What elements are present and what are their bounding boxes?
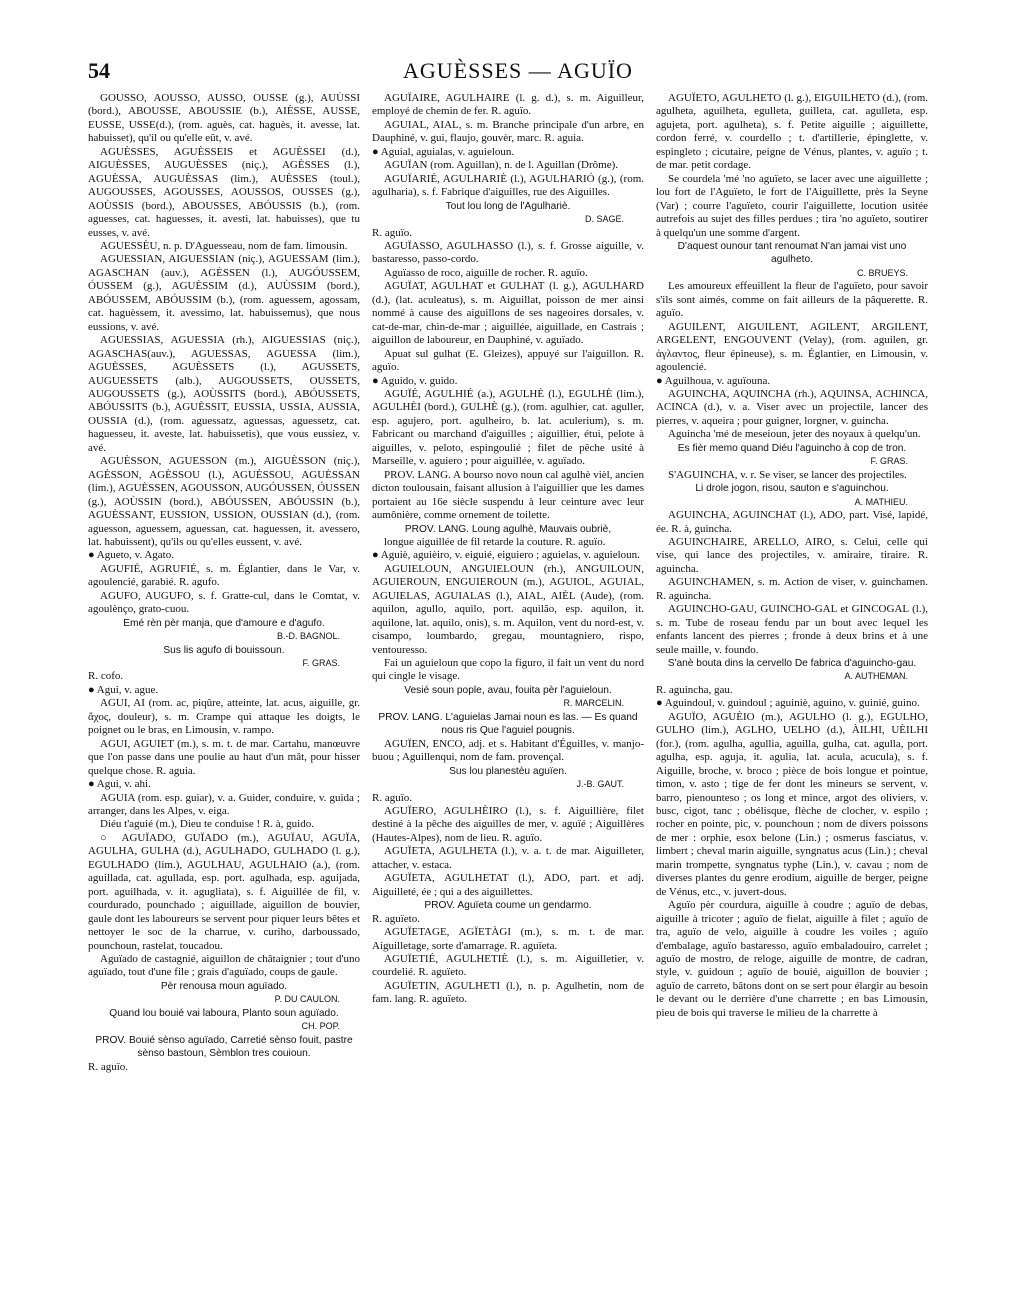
dictionary-entry: ● Agui, v. ague. xyxy=(88,683,159,696)
dictionary-entry: AGUÏETIN, AGULHETI (l.), n. p. Agulhetin, nom de fam. lang. R. aguïeto. xyxy=(372,979,644,1006)
dictionary-entry: AGUIAL, AIAL, s. m. Branche principale d'un arbre, en Dauphiné, v. gui, flaujo, gouvèr, marc. R. aguia. xyxy=(372,118,644,145)
dictionary-entry: AGUÏARIÉ, AGULHARIÈ (l.), AGULHARIÓ (g.), (rom. agulharia), s. f. Fabrique d'aiguilles, rue des Aiguilles. xyxy=(372,172,644,199)
quotation: PROV. Bouié sènso aguïado, Carretié sènso fouit, pastre sènso bastoun, Sèmblon tres couioun. xyxy=(95,1034,353,1060)
dictionary-entry: AGUESSIAS, AGUESSIA (rh.), AIGUESSIAS (niç.), AGASCHAS(auv.), AGUESSAS, AGUESSA (lim.), AGUÈSSES, AGUÈSSETS (l.), AGUSSETS, AUGUESSETS (alb.), AUGOUSSETS, OUSSETS, AUGOUSSETS (g.), AOÙSSITS (bord.), ABÓUSSETS, ABÓUSSITS (b.), AGUÈSSIT, EUSSIA, USSIA, AUSSIA, OUSSIA (d.), (rom. aguessatz, aguessas, aguessetz, cat. haguesseu, it. aveste, lat. habuissetis), que vous eussiez, v. avé. xyxy=(88,334,360,454)
quotation: Tout lou long de l'Agulhariè. xyxy=(445,200,571,212)
dictionary-entry: AGUFO, AUGUFO, s. f. Gratte-cul, dans le Comtat, v. agoulènço, grato-cuou. xyxy=(88,589,360,616)
attribution: J.-B. GAUT. xyxy=(576,779,624,790)
dictionary-entry: longue aiguillée de fil retarde la couture. R. aguïo. xyxy=(384,535,606,548)
attribution: A. AUTHEMAN. xyxy=(844,671,908,682)
dictionary-entry: Apuat sul gulhat (E. Gleizes), appuyé sur l'aiguillon. R. aguïo. xyxy=(372,347,644,374)
column-2 xyxy=(372,92,644,1292)
page-header xyxy=(88,58,948,88)
dictionary-entry: AGUÏASSO, AGULHASSO (l.), s. f. Grosse aiguille, v. bastaresso, passo-cordo. xyxy=(372,239,644,266)
quotation: Sus lis agufo di bouissoun. xyxy=(163,644,285,656)
dictionary-entry: Aguincha 'mé de meseioun, jeter des noyaux à quelqu'un. xyxy=(668,428,921,441)
quotation: Emé rèn pèr manja, que d'amoure e d'agufo. xyxy=(123,617,325,629)
dictionary-entry: AGUÏERO, AGULHÈIRO (l.), s. f. Aiguillière, filet destiné à la pêche des aiguilles de mer, v. aguïé ; Aiguillères (Hautes-Alpes), nom de lieu. R. aguïo. xyxy=(372,805,644,844)
dictionary-entry: S'AGUINCHA, v. r. Se viser, se lancer des projectiles. xyxy=(668,468,907,481)
attribution: R. MARCELIN. xyxy=(563,698,624,709)
quotation: Quand lou bouié vai laboura, Planto soun aguïado. xyxy=(109,1007,339,1019)
dictionary-entry: Aguïasso de roco, aiguille de rocher. R. aguïo. xyxy=(384,266,588,279)
dictionary-entry: AGUESSÈU, n. p. D'Aguesseau, nom de fam. limousin. xyxy=(100,239,348,252)
dictionary-entry: AGUINCHAMEN, s. m. Action de viser, v. guinchamen. R. aguincha. xyxy=(656,576,928,602)
dictionary-entry: R. aguïo. xyxy=(372,791,413,804)
attribution: B.-D. BAGNOL. xyxy=(276,631,340,642)
dictionary-entry: Diéu t'aguié (m.), Dieu te conduise ! R. à, guido. xyxy=(100,818,314,831)
dictionary-entry: AGUIA (rom. esp. guiar), v. a. Guider, conduire, v. guida ; arranger, dans les Alpes, v. eiga. xyxy=(88,791,360,818)
dictionary-entry: ● Aguial, aguialas, v. aguieloun. xyxy=(372,145,515,158)
attribution: F. GRAS. xyxy=(870,456,908,467)
page-number: 54 xyxy=(88,58,110,83)
attribution: F. GRAS. xyxy=(302,658,340,669)
dictionary-entry: AGUIELOUN, ANGUIELOUN (rh.), ANGUILOUN, AGUIEROUN, ENGUIEROUN (m.), AGUIOL, AGUIAL, AGUIELAS, AGUIALAS (l.), AIAL, AIÈL (Aude), (rom. aquilon, agullo, aquilo, port. aquilão, esp. aquilon, it. aquilone, lat. aquilo, onis), s. m. Aquilon, vent du nord-est, v. cisampo, loumbardo, gregau, mountagniero, rispo, ventouresso. xyxy=(372,562,644,656)
dictionary-entry: AGUÏETA, AGULHETAT (l.), ADO, part. et adj. Aiguilleté, ée ; qui a des aiguillettes. xyxy=(372,872,644,898)
quotation: PROV. LANG. L'aguielas Jamai noun es las. — Es quand nous ris Que l'aguiel pougnis. xyxy=(378,711,638,737)
attribution: C. BRUEYS. xyxy=(856,267,908,278)
quotation: Vesié soun pople, avau, fouita pèr l'aguieloun. xyxy=(404,684,612,696)
quotation: Li drole jogon, risou, sauton e s'aguinchou. xyxy=(695,483,889,495)
dictionary-entry: AGUÏETIÉ, AGULHETIÈ (l.), s. m. Aiguilletier, v. courdelié. R. aguïeto. xyxy=(372,953,644,979)
dictionary-entry: ● Agueto, v. Agato. xyxy=(88,549,174,562)
dictionary-entry: ● Aguido, v. guido. xyxy=(372,374,458,387)
dictionary-entry: AGUÏETAGE, AGÏETÀGI (m.), s. m. t. de mar. Aiguilletage, sorte d'amarrage. R. aguïeta. xyxy=(372,926,644,952)
dictionary-entry: R. aguïeto. xyxy=(372,912,420,925)
attribution: D. SAGE. xyxy=(584,214,624,225)
dictionary-entry: AGUÏEN, ENCO, adj. et s. Habitant d'Éguilles, v. manjo-buou ; Aguillenqui, nom de fam. provençal. xyxy=(372,737,644,764)
dictionary-entry: AGUÈSSES, AGUÈSSEIS et AGUÈSSEI (d.), AIGUÈSSES, AUGUÈSSES (niç.), AGÈSSES (l.), AGUÈSSA, AUGUÈSSAS (lim.), AUÈSSES (toul.), AUGOUSSES, AGOUSSES, AOUSSOS, OUSSES (g.), AOÙSSIS (bord.), ABOUSSES, ABÓUSSIS (b.), (rom. aguesses, cat. haguesses, it. avesti, lat. habuisses), que tu eusses, v. avé. xyxy=(88,145,360,239)
quotation: PROV. Aguïeta coume un gendarmo. xyxy=(424,900,592,912)
dictionary-entry: ● Aguiè, aguièiro, v. eiguié, eiguiero ; aguielas, v. aguieloun. xyxy=(372,549,640,562)
dictionary-entry: AGUFIÉ, AGRUFIÉ, s. m. Églantier, dans le Var, v. agoulencié, garabié. R. agufo. xyxy=(88,562,360,589)
dictionary-entry: GOUSSO, AOUSSO, AUSSO, OUSSE (g.), AUÙSSI (bord.), ABOUSSE, ABOUSSIE (b.), AIÈSSE, AUSSE, EUSSE, USSE(d.), (rom. aguès, cat. haguès, it. avesse, lat. habuisset), qu'il ou qu'elle eût, v. avé. xyxy=(88,92,360,145)
quotation: Pèr renousa moun aguïado. xyxy=(160,980,288,992)
dictionary-entry: Aguïo pèr courdura, aiguille à coudre ; aguïo de debas, aiguille à tricoter ; aguïo de fielat, aiguille à filet ; aguïo de tra, aguïo de velo, aiguille à coudre les voiles ; aguïo d'embalage, aguïo bastaresso, aguïo embaladouiro, carrelet ; aguïo de mostro, de reloge, aiguille de montre, de cadran, style, v. guidoun ; aguïo de bouié, aiguillon de bouvier ; aguïo de carreto, bâtons dont on se sert pour élargir au besoin le devant ou le derrière d'une charrette ; en bas Limousin, pieu de bois qui traverse le milieu de la charrette à xyxy=(656,899,928,1019)
dictionary-entry: ● Aguilhoua, v. aguïouna. xyxy=(656,374,771,387)
dictionary-entry: AGUILENT, AIGUILENT, AGILENT, ARGILENT, ARGELENT, ENGOUVENT (Velay), (rom. aguilen, gr. ἀγλαντος, fleur épineuse), s. m. Églantier, en Limousin, v. agoulencié. xyxy=(656,320,928,374)
dictionary-entry: AGUINCHAIRE, ARELLO, AIRO, s. Celui, celle qui vise, qui lance des projectiles, v. amiraire, tiraire. R. aguincha. xyxy=(656,535,928,575)
dictionary-entry: AGUINCHA, AQUINCHA (rh.), AQUINSA, ACHINCA, ACINCA (d.), v. a. Viser avec un projectile, lancer des pierres, v. aqueira ; pour guigner, lorgner, v. guincha. xyxy=(656,387,928,427)
dictionary-entry: PROV. LANG. A bourso novo noun cal agulhè vièl, ancien dicton toulousain, faisant allusion à l'aiguillier que les dames portaient au 16e siècle suspendu à leur ceinture avec leur aumônière, comme ornement de toilette. xyxy=(372,468,644,522)
quotation: Sus lou planestèu aguïen. xyxy=(449,765,567,777)
attribution: A. MATHIEU. xyxy=(854,496,908,507)
dictionary-entry: AGUINCHO-GAU, GUINCHO-GAL et GINCOGAL (l.), s. m. Tube de roseau fendu par un bout avec lequel les enfants lancent des pierres ; fronde à deux brins et à une seule maille, v. foundo. xyxy=(656,603,928,656)
quotation: S'anè bouta dins la cervello De fabrica d'aguincho-gau. xyxy=(667,658,917,670)
dictionary-entry: Aguïado de castagnié, aiguillon de châtaignier ; tout d'uno aguïado, tout d'une file ; grais d'aguïado, coups de gaule. xyxy=(88,953,360,979)
quotation: D'aquest ounour tant renoumat N'an jamai vist uno agulheto. xyxy=(677,240,907,266)
running-head: AGUÈSSES — AGUÏO xyxy=(403,58,633,83)
dictionary-entry: AGUESSIAN, AIGUESSIAN (niç.), AGUESSAM (lim.), AGASCHAN (auv.), AGÈSSEN (l.), AUGÓUSSEM, ÓUSSEM (g.), AGUÈSSIM (d.), AUÙSSIM (bord.), ABÓUSSEM, ABÓUSSIM (b.), (rom. aguessem, agossam, cat. haguèssem, it. avessimo, lat. habuissemus), que nous eussions, v. avé. xyxy=(88,253,360,333)
dictionary-entry: R. aguïo. xyxy=(88,1060,129,1073)
dictionary-entry: R. cofo. xyxy=(88,670,124,683)
dictionary-entry: Se courdela 'mé 'no aguïeto, se lacer avec une aiguillette ; lou fort de l'Aguïeto, le fort de l'Aiguillette, près la Seyne (Var) ; courre l'aguïeto, courir l'aiguillette, locution usitée autrefois au sujet des filles perdues ; tira 'no aguïeto, soutirer à quelqu'un une somme d'argent. xyxy=(656,172,928,239)
quotation: PROV. LANG. Loung agulhè, Mauvais oubriè, xyxy=(404,523,612,535)
column-3 xyxy=(656,92,928,1292)
dictionary-entry: R. aguïo. xyxy=(372,226,413,239)
dictionary-entry: AGUÏAT, AGULHAT et GULHAT (l. g.), AGULHARD (d.), (lat. aculeatus), s. m. Aiguillat, poisson de mer ainsi nommé à cause des aiguillons de ses nageoires dorsales, v. cat-de-mar, chin-de-mar ; aiguillée, aiguillade, en Castrais ; aiguillon de laboureur, en Dauphiné, v. aguïado. xyxy=(372,280,644,347)
dictionary-entry: AGUINCHA, AGUINCHAT (l.), ADO, part. Visé, lapidé, ée. R. à, guincha. xyxy=(656,509,928,535)
dictionary-entry: AGUÏÉ, AGULHIÉ (a.), AGULHÈ (l.), EGULHÈ (lim.), AGULHÈI (bord.), GULHÈ (g.), (rom. agulhier, cat. aguller, esp. agujero, port. agulheiro, b. lat. aculerium), s. m. Fabricant ou marchand d'aiguilles ; aiguillier, étui, pelote à aiguilles, v. peloto, espingoulié ; filet de pêche usité à Marseille, v. aguiero ; pour aiguillée, v. aguïado. xyxy=(372,387,644,468)
column-1 xyxy=(88,92,360,1292)
dictionary-entry: AGUÏETO, AGULHETO (l. g.), EIGUILHETO (d.), (rom. agulheta, aguilheta, egulleta, guilleta, cat. agulleta, esp. agujeta, port. agulheta), s. f. Petite aiguille ; aiguillette, cordon ferré, v. courdello ; t. d'artillerie, épinglette, v. espingleto ; cicutaire, peigne de Vénus, plantes, v. aguïo ; t. de mar. petit cordage. xyxy=(656,92,928,172)
dictionary-entry: ● Aguindoul, v. guindoul ; aguiniè, aguino, v. guinié, guino. xyxy=(656,697,920,710)
dictionary-entry: AGUÏETA, AGULHETA (l.), v. a. t. de mar. Aiguilleter, attacher, v. estaca. xyxy=(372,845,644,871)
attribution: P. DU CAULON. xyxy=(274,994,340,1005)
dictionary-entry: ○ AGUÏADO, GUÏADO (m.), AGUÏAU, AGUÏA, AGULHA, GULHA (d.), AGULHADO, GULHADO (l. g.), EGULHADO (lim.), AGULHAU, AGULHAIO (a.), (rom. aguillada, cat. agullada, esp. port. agulhada, esp. aguijada, port. aguilhada, v. it. agugliata), s. f. Aiguillée de fil, v. courdurado, pounchado ; aiguillade, aiguillon de bouvier, gaule dont les laboureurs se servent pour piquer leurs bêtes et nettoyer le soc de la charrue, v. curiho, darboussado, pounchoun, rastelat, toucadou. xyxy=(88,831,360,952)
dictionary-entry: AGUÏAIRE, AGULHAIRE (l. g. d.), s. m. Aiguilleur, employé de chemin de fer. R. aguïo. xyxy=(372,92,644,118)
dictionary-entry: AGUI, AI (rom. ac, piqûre, atteinte, lat. acus, aiguille, gr. ἄχος, douleur), s. m. Crampe qui attaque les doigts, le poignet ou le bras, en Limousin, v. rampo. xyxy=(88,697,360,737)
dictionary-entry: ● Agui, v. ahi. xyxy=(88,778,151,791)
dictionary-entry: R. aguincha, gau. xyxy=(656,683,733,696)
dictionary-entry: AGUÏAN (rom. Aguillan), n. de l. Aguillan (Drôme). xyxy=(384,159,619,172)
dictionary-entry: Les amoureux effeuillent la fleur de l'aguïeto, pour savoir s'ils sont aimés, comme on fait ailleurs de la pâquerette. R. aguïo. xyxy=(656,280,928,320)
quotation: Es fièr memo quand Diéu l'aguincho à cop de tron. xyxy=(677,442,907,454)
dictionary-entry: Fai un aguieloun que copo la figuro, il fait un vent du nord qui cingle le visage. xyxy=(372,657,644,683)
dictionary-entry: AGUI, AGUIET (m.), s. m. t. de mar. Cartahu, manœuvre que l'on passe dans une poulie au haut d'un mât, pour hisser quelque chose. R. aguia. xyxy=(88,737,360,777)
dictionary-entry: AGUÏO, AGUÈIO (m.), AGULHO (l. g.), EGULHO, GULHO (lim.), AGLHO, UELHO (d.), ÀILHI, UÈILHI (for.), (rom. agulha, agullia, aguilla, gulha, cat. agulla, port. agulha, esp. aguja, it. agulia, lat. acula, acucula), s. f. Aiguille, broche, v. broco ; pièce de bois longue et pointue, timon, v. asto ; tige de fer dont les mineurs se servent, v. barro, pienounteso ; os long et mince, argot des oliviers, v. busc, cigot, tanc ; obélisque, flèche de clocher, v. espilo ; rocher en pointe, pic, v. pounchoun ; nom de divers poissons de mer : orphie, esox belone (Lin.) ; osmerus fasciatus, v. limbert ; cheval marin aiguille, syngnatus acus (Lin.) ; cheval marin trompette, syngnatus typhe (Lin.), v. cavau ; nom de diverses plantes du genre erodium, aiguille de berger, peigne de Vénus, etc., v. juvert-dous. xyxy=(656,710,928,898)
attribution: CH. POP. xyxy=(301,1021,340,1032)
dictionary-entry: AGUÈSSON, AGUESSON (m.), AIGUÈSSON (niç.), AGÈSSON, AGÈSSOU (l.), AGUÈSSOU, AGUÈSSAN (lim.), AGUÈSSEN, AGOUSSON, AUGÓUSSEN, ÓUSSEN (g.), AOÙSSIN (bord.), ABÓUSSEN, ABÓUSSIN (b.), AGUÈSSANT, EUSSION, USSION, OUSSIAN (d.), (rom. aguesson, aguessem, aguessan, cat. haguessen, it. avessero, lat. habuissent), qu'ils ou qu'elles eussent, v. avé. xyxy=(88,455,360,548)
